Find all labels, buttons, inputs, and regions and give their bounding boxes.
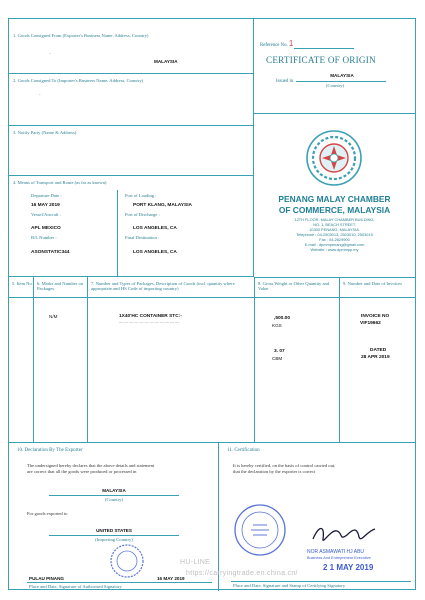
col-8-label: 8. Gross Weight or Other Quantity and Value [258,281,330,292]
box-10-label: 10. Declaration By The Exporter [17,448,83,453]
departure-label: Departure Date : [31,193,62,198]
box-4-divider [117,190,118,276]
certificate-form [8,18,416,590]
reference-label-text: Reference No. [260,43,288,48]
reference-label [260,39,293,49]
exported-to-value: UNITED STATES [96,528,132,533]
invoice-label: INVOICE NO [361,314,390,319]
vessel-value: APL MEXICO [31,226,61,231]
description-value: 1X40'HC CONTAINER STC:- [119,314,182,319]
description-obscured: — — — — — — — — — — — — [119,319,180,324]
box-1-exporter [9,19,254,74]
place-value: PULAU PINANG [29,576,64,581]
box-11-text-2: that the declaration by the exporter is correct [233,469,316,474]
destination-label: Final Destination : [125,235,160,240]
col-divider-8 [339,277,340,442]
reference-line [294,48,354,49]
chamber-address-1: 12TH FLOOR, MALAY CHAMBER BUILDING, [294,217,375,222]
exporter-date-value: 16 MAY 2019 [157,576,185,581]
place-caption: Place and Date, Signature of Authorised Signatory [29,584,122,589]
chamber-name-line1: PENANG MALAY CHAMBER [278,194,391,204]
certificate-header [254,19,415,114]
importer-redacted: - [39,92,41,97]
signatory-name: NOR ASMAWATI HJ ABU [307,549,365,555]
box-11-certification [219,443,415,591]
bl-value: ASONSTATIC344 [31,250,70,255]
marks-value: N/M [49,314,58,319]
invoice-value: VIF19662 [360,321,381,326]
box-4-label: 4. Means of Transport and Route (as far as known) [13,180,107,185]
loading-value: PORT KLANG, MALAYSIA [133,203,192,208]
box-2-importer [9,74,254,126]
declared-country-line [49,495,179,496]
departure-value: 16 MAY 2019 [31,203,60,208]
certification-caption: Place and Date, Signature and Stamp of Certifying Signatory [233,583,346,588]
box-2-label: 2. Goods Consigned To (Importer's Business Name, Address, Country) [13,78,144,83]
exported-to-line [49,535,179,536]
watermark-brand: HU-LINE [180,559,211,566]
weight-value: ,500.00 [274,316,291,321]
chamber-address-6: E-mail : dpmmpenang@gmail.com [304,242,365,247]
discharge-label: Port of Discharge : [125,212,160,217]
col-7-label: 7. Number and Types of Packages, Description of Goods (incl. quantity where appropriate and HS Code of importing country) [91,281,235,292]
signature-icon [309,519,379,547]
goods-table [9,277,415,443]
box-10-text-2: are correct that all the goods were produced or processed in [27,469,137,474]
declared-country: MALAYSIA [102,488,126,493]
dated-value: 28 APR 2019 [361,355,390,360]
loading-label: Port of Loading : [125,193,157,198]
col-divider-5 [33,277,34,442]
certification-date: 2 1 MAY 2019 [323,563,374,572]
place-line [27,582,212,583]
chamber-logo-icon [304,128,364,188]
issued-in-label: Issued in [276,79,294,84]
box-11-text-1: It is hereby certified, on the basis of control carried out, [233,463,336,468]
certification-line [231,581,411,582]
exporter-country: MALAYSIA [154,59,178,64]
exporter-stamp-icon [109,543,145,579]
col-5-label: 5. Item No [12,281,32,286]
col-6-label: 6. Marks and Number on Packages [37,281,84,292]
box-3-label: 3. Notify Party (Name & Address) [13,130,77,135]
chamber-address-7: Website : www.dpmmpp.my [310,247,359,252]
destination-value: LOS ANGELES, CA [133,250,177,255]
volume-value: 3. 07 [274,349,285,354]
volume-unit: CBM [272,356,283,361]
chamber-address-5: Fax : 04-2629900 [319,237,350,242]
chamber-address-4: Telephone : 04-2503013, 2503010, 2503015 [296,232,373,237]
col-divider-6 [87,277,88,442]
issued-in-value: MALAYSIA [330,73,354,78]
chamber-block [254,114,415,277]
chamber-address-2: NO. 1, BEACH STREET, [313,222,356,227]
reference-number: 1 [288,39,294,48]
col-divider-7 [254,277,255,442]
box-3-notify [9,126,254,176]
goods-table-header-rule [9,297,415,298]
weight-unit: KGS [272,323,282,328]
col-9-label: 9. Number and Date of Invoices [343,281,402,286]
exported-to-label: For goods exported to [27,511,68,516]
box-1-label: 1. Goods Consigned From (Exporter's Business Name, Address, Country) [13,33,149,38]
bl-label: B/L Number : [31,235,57,240]
chamber-name-line2: OF COMMERCE, MALAYSIA [278,205,391,215]
country-caption: (Country) [326,83,345,88]
box-11-label: 11. Certification [227,448,260,453]
box-10-text-1: The undersigned hereby declares that the above details and statement [27,463,155,468]
signatory-title: Business And Entrepreneur Executive [307,556,371,560]
vessel-label: Vessel/Aircraft : [31,212,61,217]
chamber-stamp-icon [233,503,287,557]
issued-in-line [296,81,386,82]
importing-caption: (Importing Country) [95,537,133,542]
certificate-title: CERTIFICATE OF ORIGIN [266,55,376,65]
chamber-address-3: 10300 PENANG, MALAYSIA. [309,227,360,232]
exporter-name-redacted: - [49,51,51,56]
dated-label: DATED [370,348,387,353]
box-4-transport [9,176,254,277]
declared-caption: (Country) [104,497,124,502]
discharge-value: LOS ANGELES, CA [133,226,177,231]
watermark-url: https://carryingtrade.en.china.cn/ [186,570,298,577]
box-10-declaration [9,443,219,591]
